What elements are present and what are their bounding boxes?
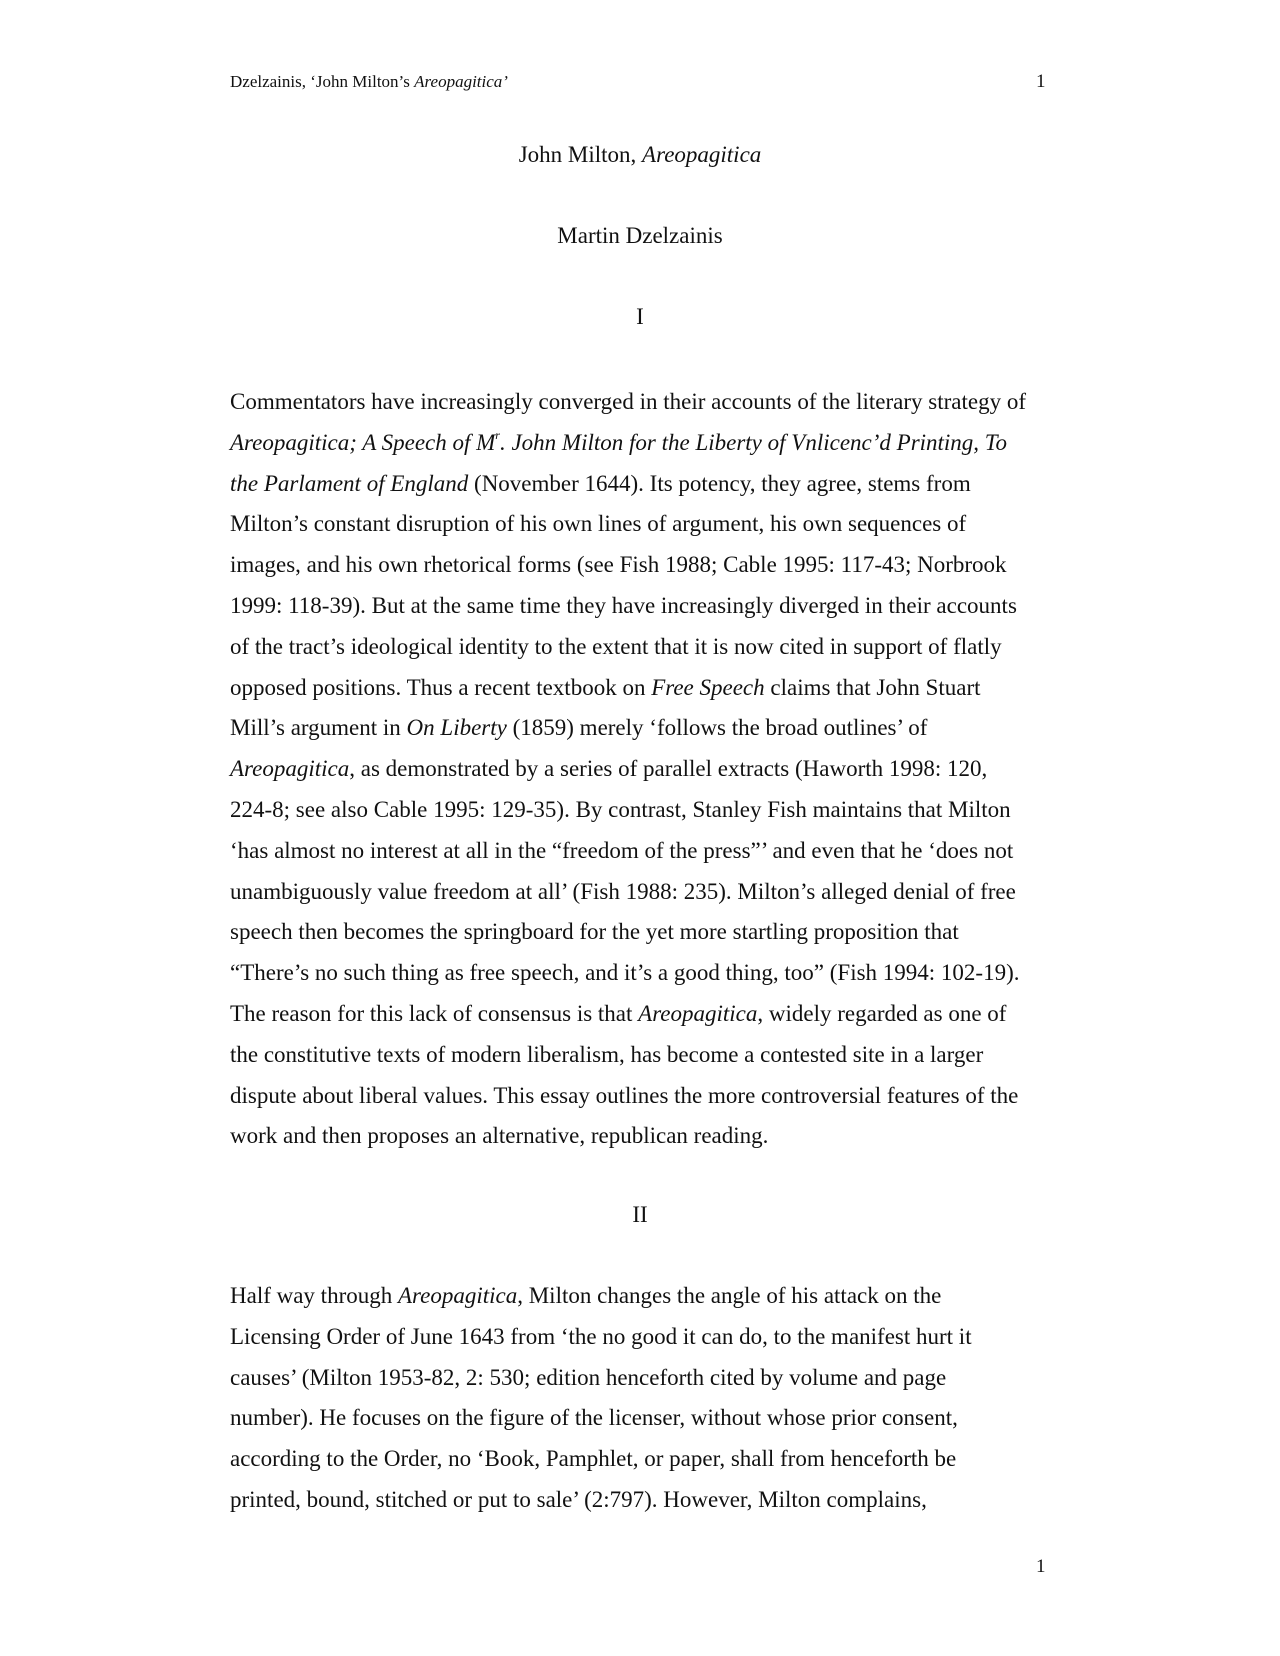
document-title: [0, 140, 1280, 170]
text-line: [230, 1076, 1060, 1117]
text-span: (1859) merely ‘follows the broad outlines’ of: [506, 715, 928, 741]
text-span: Commentators have increasingly converged in their accounts of the literary strategy of: [230, 389, 1027, 414]
text-span: , widely regarded as one of: [757, 1000, 1007, 1026]
text-line: [230, 749, 1060, 790]
text-span: Mill’s argument in: [230, 715, 407, 741]
italic-span: Areopagitica: [230, 756, 350, 782]
text-span: unambiguously value freedom at all’ (Fish 1988: 235). Milton’s alleged denial of free: [230, 878, 1016, 904]
italic-span: the Parlament of England: [230, 470, 469, 496]
section-number-1: I: [636, 304, 644, 329]
text-line: [230, 872, 1060, 913]
text-span: Milton’s constant disruption of his own lines of argument, his own sequences of: [230, 511, 967, 537]
page-number-top: 1: [1036, 71, 1046, 92]
text-line: [230, 994, 1060, 1035]
text-line: [230, 1317, 1060, 1358]
text-line: [230, 1276, 1060, 1317]
running-head-italic: Areopagitica’: [414, 72, 508, 91]
text-line: [230, 912, 1060, 953]
text-line: [230, 831, 1060, 872]
text-line: [230, 504, 1060, 545]
text-line: [230, 1398, 1060, 1439]
text-span: opposed positions. Thus a recent textbook on: [230, 674, 652, 700]
text-span: Half way through: [230, 1283, 398, 1308]
italic-span: . John Milton for the Liberty of Vnlicenc’d Printing, To: [499, 429, 1007, 455]
text-line: [230, 953, 1060, 994]
italic-span: Areopagitica; A Speech of M: [230, 429, 496, 455]
text-span: Licensing Order of June 1643 from ‘the no good it can do, to the manifest hurt it: [230, 1323, 972, 1349]
title-work: Areopagitica: [642, 142, 762, 167]
text-line: [230, 790, 1060, 831]
text-line: [230, 1439, 1060, 1480]
italic-span: On Liberty: [406, 715, 507, 741]
superscript: r: [495, 427, 500, 442]
text-span: 1999: 118-39). But at the same time they have increasingly diverged in their accounts: [230, 592, 1017, 618]
text-span: 224-8; see also Cable 1995: 129-35). By contrast, Stanley Fish maintains that Milton: [230, 796, 1011, 822]
text-line: [230, 1480, 1060, 1521]
text-span: dispute about liberal values. This essay outlines the more controversial features of the: [230, 1082, 1019, 1108]
section-number-2: II: [632, 1202, 648, 1227]
text-span: of the tract’s ideological identity to the extent that it is now cited in support of flatly: [230, 633, 1002, 659]
italic-span: Free Speech: [651, 674, 765, 700]
text-line: [230, 708, 1060, 749]
text-line: [230, 1116, 1060, 1157]
text-line: [230, 1035, 1060, 1076]
italic-span: Areopagitica: [638, 1000, 758, 1026]
text-line: [230, 1358, 1060, 1399]
section-1-body: [230, 382, 1060, 1157]
text-line: [230, 464, 1060, 505]
text-span: work and then proposes an alternative, republican reading.: [230, 1123, 769, 1149]
text-span: ‘has almost no interest at all in the “freedom of the press”’ and even that he ‘does not: [230, 837, 1014, 863]
text-span: causes’ (Milton 1953-82, 2: 530; edition henceforth cited by volume and page: [230, 1364, 947, 1390]
text-span: , as demonstrated by a series of parallel extracts (Haworth 1998: 120,: [349, 756, 988, 782]
text-span: (November 1644). Its potency, they agree, stems from: [468, 470, 971, 496]
text-line: [230, 423, 1060, 464]
running-head-prefix: Dzelzainis, ‘John Milton’s: [230, 72, 415, 91]
section-2-body: [230, 1276, 1060, 1521]
running-head: [230, 70, 508, 94]
text-span: printed, bound, stitched or put to sale’ (2:797). However, Milton complains,: [230, 1486, 927, 1512]
text-span: The reason for this lack of consensus is that: [230, 1000, 639, 1026]
italic-span: Areopagitica: [398, 1283, 518, 1308]
text-line: [230, 627, 1060, 668]
text-span: , Milton changes the angle of his attack on the: [517, 1283, 942, 1308]
text-span: images, and his own rhetorical forms (see Fish 1988; Cable 1995: 117-43; Norbrook: [230, 552, 1007, 578]
text-line: [230, 382, 1060, 423]
text-span: the constitutive texts of modern liberalism, has become a contested site in a larger: [230, 1041, 984, 1067]
byline: Martin Dzelzainis: [557, 223, 723, 248]
text-line: [230, 586, 1060, 627]
text-line: [230, 668, 1060, 709]
text-line: [230, 545, 1060, 586]
text-span: claims that John Stuart: [764, 674, 981, 700]
text-span: speech then becomes the springboard for the yet more startling proposition that: [230, 919, 959, 945]
page-number-bottom: 1: [1036, 1556, 1046, 1577]
text-span: number). He focuses on the figure of the licenser, without whose prior consent,: [230, 1405, 958, 1431]
title-author: John Milton,: [518, 142, 643, 167]
text-span: “There’s no such thing as free speech, and it’s a good thing, too” (Fish 1994: 102-19).: [230, 960, 1020, 986]
text-span: according to the Order, no ‘Book, Pamphlet, or paper, shall from henceforth be: [230, 1446, 957, 1472]
